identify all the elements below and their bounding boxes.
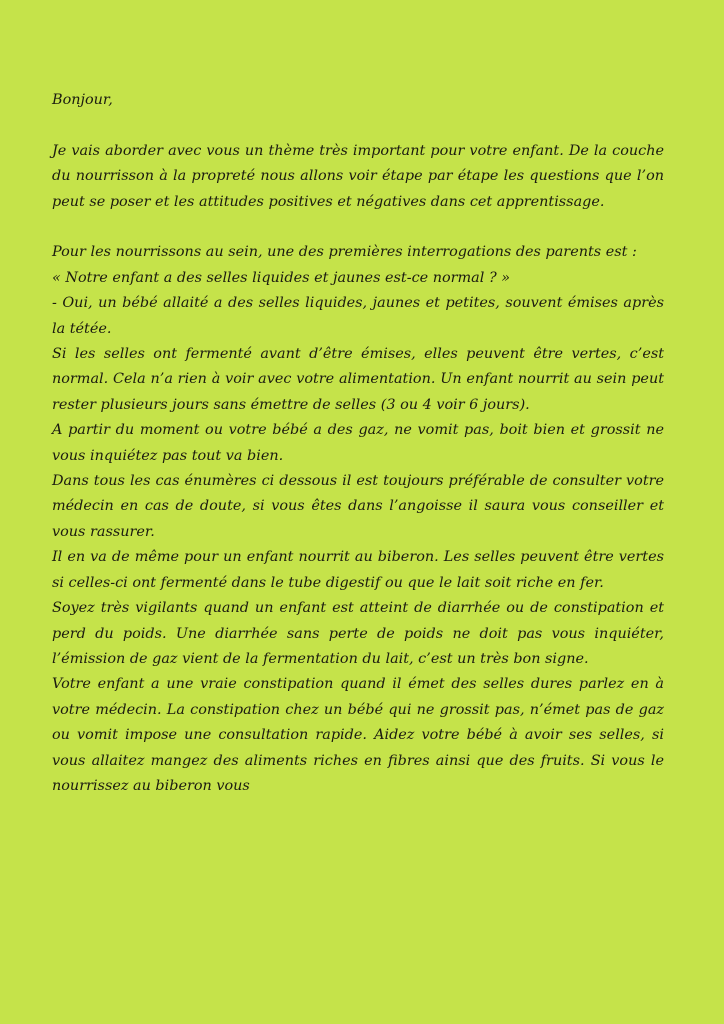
paragraph-vigilance: Soyez très vigilants quand un enfant est atteint de diarrhée ou de constipation et perd du poids. Une diarrhée sans perte de poids ne doit pas vous inquiéter, l’émission de gaz vient de la fermentation du lait, c’est un très bon signe. xyxy=(52,600,664,667)
paragraph-consult-doctor: Dans tous les cas énumères ci dessous il est toujours préférable de consulter votre médecin en cas de doute, si vous êtes dans l’angoisse il saura vous conseiller et vous rassurer. xyxy=(52,473,664,540)
paragraph-green-stools: Si les selles ont fermenté avant d’être émises, elles peuvent être vertes, c’est normal. Cela n’a rien à voir avec votre alimentation. Un enfant nourrit au sein peut rester plusieurs jours sans émettre de selles (3 ou 4 voir 6 jours). xyxy=(52,346,664,413)
paragraph-parent-question: « Notre enfant a des selles liquides et jaunes est-ce normal ? » xyxy=(52,269,511,286)
intro-paragraph: Je vais aborder avec vous un thème très important pour votre enfant. De la couche du nourrisson à la propreté nous allons voir étape par étape les questions que l’on peut se poser et les attitudes positives et négatives dans cet apprentissage. xyxy=(52,142,664,210)
paragraph-gas-reassurance: A partir du moment ou votre bébé a des gaz, ne vomit pas, boit bien et grossit ne vous inquiétez pas tout va bien. xyxy=(52,422,664,464)
paragraph-constipation: Votre enfant a une vraie constipation quand il émet des selles dures parlez en à votre médecin. La constipation chez un bébé qui ne grossit pas, n’émet pas de gaz ou vomit impose une consultation rapide. Aidez votre bébé à avoir ses selles, si vous allaitez mangez des aliments riches en fibres ainsi que des fruits. Si vous le nourrissez au biberon vous xyxy=(52,676,664,794)
paragraph-answer: - Oui, un bébé allaité a des selles liquides, jaunes et petites, souvent émises après la tétée. xyxy=(52,295,664,337)
paragraph-bottle-fed: Il en va de même pour un enfant nourrit au biberon. Les selles peuvent être vertes si celles-ci ont fermenté dans le tube digestif ou que le lait soit riche en fer. xyxy=(52,549,664,591)
letter-greeting: Bonjour, xyxy=(52,92,113,108)
paragraph-breastfed-question-intro: Pour les nourrissons au sein, une des premières interrogations des parents est : xyxy=(52,244,637,261)
